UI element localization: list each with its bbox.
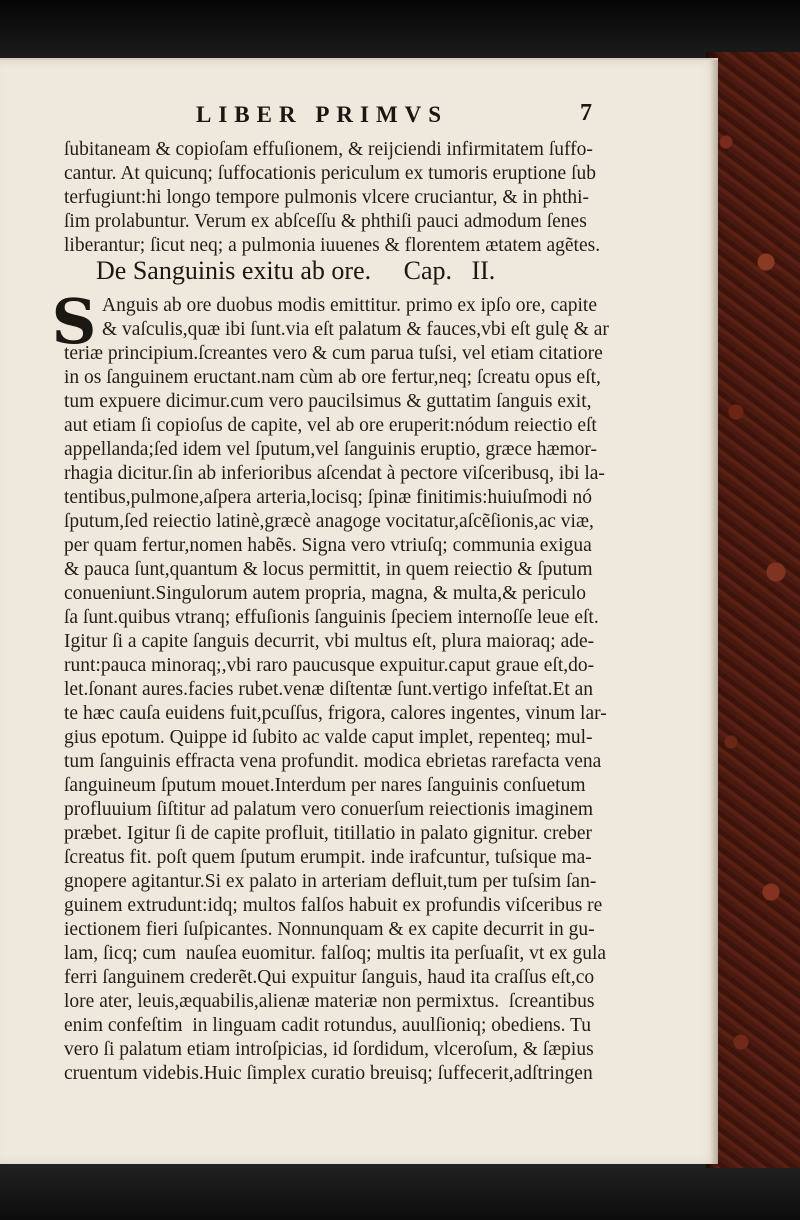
- text-line: & vaſculis,quæ ibi ſunt.via eſt palatum & fauces,vbi eſt gulę & ar: [102, 319, 609, 340]
- page-text-block: [0, 60, 718, 1164]
- text-line: conueniunt.Singulorum autem propria, magna, & multa,& periculo: [64, 583, 587, 604]
- text-line: ſubitaneam & copioſam effuſionem, & reijciendi infirmitatem ſuffo-: [64, 139, 593, 160]
- text-line: Igitur ſi a capite ſanguis decurrit, vbi multus eſt, plura maioraq; ade-: [64, 631, 595, 652]
- text-line: te hæc cauſa euidens fuit,pcuſſus, frigora, calores ingentes, vinum lar-: [64, 703, 607, 724]
- text-line: lam, ſicq; cum nauſea euomitur. falſoq; multis ita perſuaſit, vt ex gula: [64, 943, 607, 964]
- decorated-initial: S: [51, 285, 97, 358]
- text-line: lore ater, leuis,æquabilis,alienæ materiæ non permixtus. ſcreantibus: [64, 991, 595, 1012]
- text-line: & pauca ſunt,quantum & locus permittit, in quem reiectio & ſputum: [64, 559, 593, 580]
- text-line: cruentum videbis.Huic ſimplex curatio breuisq; ſuffecerit,adſtringen: [64, 1063, 593, 1084]
- text-line: tum expuere dicimur.cum vero paucilsimus & guttatim ſanguis exit,: [64, 391, 592, 412]
- text-line: vero ſi palatum etiam introſpicias, id ſordidum, vlceroſum, & ſæpius: [64, 1039, 594, 1060]
- text-line: per quam fertur,nomen habẽs. Signa vero vtriuſq; communia exigua: [64, 535, 592, 556]
- scan-top-edge: [0, 0, 800, 62]
- text-line: cantur. At quicunq; ſuffocationis periculum ex tumoris eruptione ſub: [64, 163, 596, 184]
- text-line: ſim prolabuntur. Verum ex abſceſſu & phthiſi pauci admodum ſenes: [64, 211, 587, 232]
- text-line: enim confeſtim in linguam cadit rotundus, auulſioniq; obediens. Tu: [64, 1015, 591, 1036]
- text-line: gius epotum. Quippe id ſubito ac valde caput implet, repenteq; mul-: [64, 727, 593, 748]
- text-line: ſanguineum ſputum mouet.Interdum per nares ſanguinis conſuetum: [64, 775, 586, 796]
- text-line: ſa ſunt.quibus vtranq; effuſionis ſanguinis ſpeciem internoſſe leue eſt.: [64, 607, 599, 628]
- text-line: tentibus,pulmone,aſpera arteria,locisq; ſpinæ finitimis:huiuſmodi nó: [64, 487, 593, 508]
- text-line: runt:pauca minoraq;,vbi raro paucusque expuitur.caput graue eſt,do-: [64, 655, 595, 676]
- book-binding-edge: [706, 52, 800, 1168]
- text-line: profluuium ſiſtitur ad palatum vero conuerſum reiectionis imaginem: [64, 799, 594, 820]
- text-line: rhagia dicitur.ſin ab inferioribus aſcendat à pectore viſceribusq, ibi la-: [64, 463, 605, 484]
- text-line: liberantur; ſicut neq; a pulmonia iuuenes & florentem ætatem agẽtes.: [64, 235, 601, 256]
- running-header: LIBER PRIMVS: [196, 102, 449, 127]
- text-line: let.ſonant aures.facies rubet.venæ diſtentæ ſunt.vertigo infeſtat.Et an: [64, 679, 594, 700]
- scan-bottom-edge: [0, 1162, 800, 1220]
- text-line: ferri ſanguinem crederẽt.Qui expuitur ſanguis, haud ita craſſus eſt,co: [64, 967, 595, 988]
- text-line: aut etiam ſi copioſus de capite, vel ab ore eruperit:nódum reiectio eſt: [64, 415, 597, 436]
- text-line: in os ſanguinem eructant.nam cùm ab ore fertur,neq; ſcreatu opus eſt,: [64, 367, 601, 388]
- page-number: 7: [580, 100, 592, 126]
- text-line: præbet. Igitur ſi de capite profluit, titillatio in palato gignitur. creber: [64, 823, 592, 844]
- text-line: Anguis ab ore duobus modis emittitur. primo ex ipſo ore, capite: [102, 295, 598, 316]
- text-line: gnopere agitantur.Si ex palato in arteriam defluit,tum per tuſsim ſan-: [64, 871, 597, 892]
- text-line: ſcreatus fit. poſt quem ſputum erumpit. inde irafcuntur, tuſsique ma-: [64, 847, 592, 868]
- text-line: teriæ principium.ſcreantes vero & cum parua tuſsi, vel etiam citatiore: [64, 343, 603, 364]
- text-line: tum ſanguinis effracta vena profundit. modica ebrietas rarefacta vena: [64, 751, 602, 772]
- text-line: terfugiunt:hi longo tempore pulmonis vlcere cruciantur, & in phthi-: [64, 187, 590, 208]
- text-line: ſputum,ſed reiectio latinè,græcè anagoge vocitatur,aſcẽſionis,ac viæ,: [64, 511, 594, 532]
- text-line: guinem extrudunt:idq; multos falſos habuit ex profundis viſceribus re: [64, 895, 603, 916]
- chapter-heading: De Sanguinis exitu ab ore. Cap. II.: [96, 256, 496, 285]
- book-page: [0, 58, 718, 1164]
- text-line: iectionem fieri ſuſpicantes. Nonnunquam & ex capite decurrit in gu-: [64, 919, 595, 940]
- text-line: appellanda;ſed idem vel ſputum,vel ſanguinis eruptio, græce hæmor-: [64, 439, 598, 460]
